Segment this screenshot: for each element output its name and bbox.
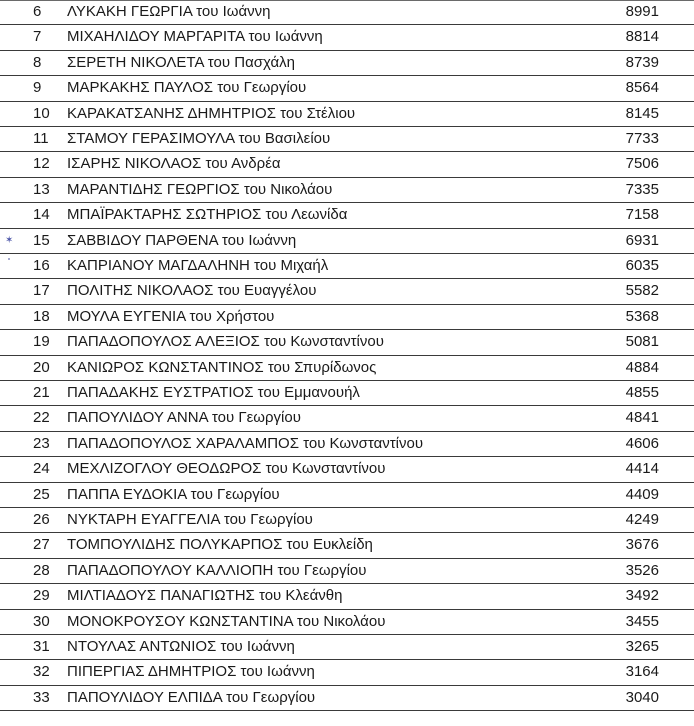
table-row [0, 610, 694, 635]
vote-count: 7733 [625, 130, 659, 147]
candidate-name: ΠΑΠΟΥΛΙΔΟΥ ΑΝΝΑ του Γεωργίου [67, 409, 301, 427]
vote-count: 8814 [625, 28, 659, 46]
vote-count: 5081 [625, 333, 659, 351]
candidate-name: ΠΑΠΑΔΟΠΟΥΛΟΥ ΚΑΛΛΙΟΠΗ του Γεωργίου [67, 561, 367, 579]
vote-count: 8564 [625, 79, 659, 97]
table-row [0, 660, 694, 685]
candidate-name: ΣΑΒΒΙΔΟΥ ΠΑΡΘΕΝΑ του Ιωάννη [67, 231, 297, 249]
vote-count: 7158 [625, 206, 659, 224]
row-number: 15 [33, 231, 50, 249]
candidate-name: ΜΙΧΑΗΛΙΔΟΥ ΜΑΡΓΑΡΙΤΑ του Ιωάννη [67, 28, 323, 46]
table-row [0, 0, 694, 25]
candidate-name: ΚΑΝΙΩΡΟΣ ΚΩΝΣΤΑΝΤΙΝΟΣ του Σπυρίδωνος [67, 358, 377, 376]
vote-count: 8145 [625, 104, 659, 122]
candidate-name: ΠΑΠΑΔΟΠΟΥΛΟΣ ΧΑΡΑΛΑΜΠΟΣ του Κωνσταντίνου [67, 434, 424, 452]
row-number: 9 [33, 79, 42, 97]
pen-dot-icon [8, 258, 10, 260]
row-number: 8 [33, 53, 42, 71]
candidate-name: ΠΑΠΟΥΛΙΔΟΥ ΕΛΠΙΔΑ του Γεωργίου [67, 688, 316, 706]
vote-count: 4884 [625, 358, 659, 376]
row-number: 13 [33, 180, 50, 198]
row-number: 16 [33, 257, 50, 274]
candidate-name: ΜΑΡΑΝΤΙΔΗΣ ΓΕΩΡΓΙΟΣ του Νικολάου [67, 180, 333, 198]
table-row [0, 483, 694, 508]
vote-count: 4249 [625, 511, 659, 528]
vote-count: 3164 [625, 663, 659, 681]
vote-count: 8991 [625, 3, 659, 20]
vote-count: 4409 [625, 485, 659, 503]
vote-count: 4855 [625, 384, 659, 401]
table-row [0, 381, 694, 406]
table-row [0, 229, 694, 254]
table-row [0, 432, 694, 457]
candidate-name: ΜΙΛΤΙΑΔΟΥΣ ΠΑΝΑΓΙΩΤΗΣ του Κλεάνθη [67, 587, 343, 605]
table-row [0, 51, 694, 76]
row-number: 7 [33, 28, 42, 46]
vote-count: 6931 [625, 231, 659, 249]
row-number: 6 [33, 3, 42, 20]
vote-count: 3455 [625, 612, 659, 630]
row-number: 12 [33, 155, 50, 173]
candidate-name: ΛΥΚΑΚΗ ΓΕΩΡΓΙΑ του Ιωάννη [67, 3, 271, 20]
table-row [0, 254, 694, 279]
row-number: 24 [33, 460, 50, 478]
vote-count: 5368 [625, 307, 659, 325]
vote-count: 4414 [625, 460, 659, 478]
row-number: 20 [33, 358, 50, 376]
vote-count: 5582 [625, 282, 659, 300]
row-number: 32 [33, 663, 50, 681]
table-row [0, 330, 694, 355]
row-number: 19 [33, 333, 50, 351]
vote-count: 3265 [625, 638, 659, 655]
candidate-name: ΣΤΑΜΟΥ ΓΕΡΑΣΙΜΟΥΛΑ του Βασιλείου [67, 130, 331, 147]
row-number: 10 [33, 104, 50, 122]
table-row [0, 152, 694, 177]
row-number: 30 [33, 612, 50, 630]
vote-count: 3492 [625, 587, 659, 605]
candidate-name: ΠΟΛΙΤΗΣ ΝΙΚΟΛΑΟΣ του Ευαγγέλου [67, 282, 317, 300]
candidate-name: ΠΑΠΑΔΟΠΟΥΛΟΣ ΑΛΕΞΙΟΣ του Κωνσταντίνου [67, 333, 384, 351]
table-row [0, 102, 694, 127]
row-number: 11 [33, 130, 49, 147]
row-number: 27 [33, 536, 50, 554]
table-row [0, 686, 694, 711]
table-row [0, 305, 694, 330]
table-row [0, 508, 694, 533]
row-number: 21 [33, 384, 50, 401]
vote-count: 7506 [625, 155, 659, 173]
table-row [0, 127, 694, 152]
candidate-name: ΣΕΡΕΤΗ ΝΙΚΟΛΕΤΑ του Πασχάλη [67, 53, 295, 71]
row-number: 18 [33, 307, 50, 325]
row-number: 14 [33, 206, 50, 224]
table-row [0, 178, 694, 203]
row-number: 22 [33, 409, 50, 427]
candidate-name: ΜΕΧΛΙΖΟΓΛΟΥ ΘΕΟΔΩΡΟΣ του Κωνσταντίνου [67, 460, 386, 478]
vote-count: 8739 [625, 53, 659, 71]
row-number: 28 [33, 561, 50, 579]
table-row [0, 356, 694, 381]
row-number: 29 [33, 587, 50, 605]
candidate-name: ΝΤΟΥΛΑΣ ΑΝΤΩΝΙΟΣ του Ιωάννη [67, 638, 295, 655]
table-row [0, 203, 694, 228]
table-row [0, 25, 694, 50]
table-row [0, 635, 694, 660]
table-row [0, 533, 694, 558]
vote-count: 7335 [625, 180, 659, 198]
candidate-name: ΠΙΠΕΡΓΙΑΣ ΔΗΜΗΤΡΙΟΣ του Ιωάννη [67, 663, 315, 681]
candidate-name: ΜΑΡΚΑΚΗΣ ΠΑΥΛΟΣ του Γεωργίου [67, 79, 307, 97]
candidate-name: ΚΑΠΡΙΑΝΟΥ ΜΑΓΔΑΛΗΝΗ του Μιχαήλ [67, 257, 329, 274]
vote-count: 4841 [625, 409, 659, 427]
vote-count: 3676 [625, 536, 659, 554]
table-row [0, 406, 694, 431]
candidate-name: ΜΟΝΟΚΡΟΥΣΟΥ ΚΩΝΣΤΑΝΤΙΝΑ του Νικολάου [67, 612, 386, 630]
row-number: 17 [33, 282, 50, 300]
candidate-name: ΝΥΚΤΑΡΗ ΕΥΑΓΓΕΛΙΑ του Γεωργίου [67, 511, 313, 528]
candidate-name: ΜΠΑΪΡΑΚΤΑΡΗΣ ΣΩΤΗΡΙΟΣ του Λεωνίδα [67, 206, 348, 224]
vote-count: 3526 [625, 561, 659, 579]
candidate-name: ΤΟΜΠΟΥΛΙΔΗΣ ΠΟΛΥΚΑΡΠΟΣ του Ευκλείδη [67, 536, 373, 554]
vote-count: 3040 [625, 688, 659, 706]
row-number: 23 [33, 434, 50, 452]
candidate-name: ΙΣΑΡΗΣ ΝΙΚΟΛΑΟΣ του Ανδρέα [67, 155, 281, 173]
row-number: 25 [33, 485, 50, 503]
table-row [0, 559, 694, 584]
candidate-name: ΠΑΠΑΔΑΚΗΣ ΕΥΣΤΡΑΤΙΟΣ του Εμμανουήλ [67, 384, 360, 401]
vote-count: 6035 [625, 257, 659, 274]
candidate-name: ΜΟΥΛΑ ΕΥΓΕΝΙΑ του Χρήστου [67, 307, 275, 325]
table-row [0, 76, 694, 101]
vote-count: 4606 [625, 434, 659, 452]
pen-mark-icon: ✶ [5, 235, 14, 246]
table-row [0, 279, 694, 304]
row-number: 33 [33, 688, 50, 706]
row-number: 26 [33, 511, 50, 528]
candidate-name: ΚΑΡΑΚΑΤΣΑΝΗΣ ΔΗΜΗΤΡΙΟΣ του Στέλιου [67, 104, 356, 122]
table-row [0, 584, 694, 609]
candidate-name: ΠΑΠΠΑ ΕΥΔΟΚΙΑ του Γεωργίου [67, 485, 280, 503]
table-row [0, 457, 694, 482]
row-number: 31 [33, 638, 50, 655]
